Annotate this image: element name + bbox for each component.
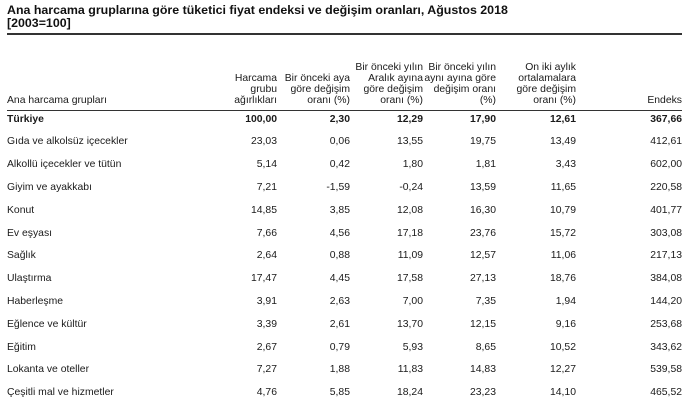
table-row [7,336,682,359]
cell-avg-change: 14,10 [549,387,576,399]
cell-weight: 14,85 [250,204,277,216]
cell-annual-change: 14,83 [469,364,496,376]
cell-annual-change: 13,59 [469,181,496,193]
col-header-index: Endeks [647,95,682,106]
cell-monthly-change: 4,56 [329,227,350,239]
col-header-monthly-change: Bir önceki aya göre değişim oranı (%) [284,73,350,106]
cell-ytd-change: 13,55 [396,136,423,148]
cell-monthly-change: 0,88 [329,250,350,262]
cell-avg-change: 10,79 [549,204,576,216]
cell-weight: 17,47 [250,273,277,285]
cell-avg-change: 12,61 [549,113,576,125]
total-row [7,108,682,131]
cell-avg-change: 13,49 [549,136,576,148]
cell-weight: 7,66 [256,227,277,239]
cell-monthly-change: -1,59 [326,181,350,193]
cell-monthly-change: 2,61 [329,318,350,330]
cell-index-value: 217,13 [650,250,682,262]
cell-group-name: Konut [7,204,35,216]
table-body [7,108,682,405]
cell-group-name: Gıda ve alkolsüz içecekler [7,136,128,148]
cell-monthly-change: 0,79 [329,341,350,353]
cell-annual-change: 7,35 [475,295,496,307]
table-row [7,177,682,200]
table-row [7,245,682,268]
cell-avg-change: 1,94 [555,295,576,307]
cell-group-name: Ev eşyası [7,227,53,239]
cell-group-name: Eğitim [7,341,36,353]
cell-index-value: 412,61 [650,136,682,148]
cell-group-name: Sağlık [7,250,36,262]
cell-annual-change: 23,23 [469,387,496,399]
cell-monthly-change: 0,42 [329,159,350,171]
cell-annual-change: 16,30 [469,204,496,216]
cell-annual-change: 8,65 [475,341,496,353]
table-row [7,313,682,336]
cell-monthly-change: 3,85 [329,204,350,216]
cell-avg-change: 11,06 [550,250,576,262]
cell-avg-change: 12,27 [549,364,576,376]
cell-ytd-change: 5,93 [402,341,423,353]
cell-weight: 2,67 [256,341,277,353]
cell-weight: 7,21 [256,181,277,193]
cell-ytd-change: 17,58 [396,273,423,285]
cell-ytd-change: 12,08 [396,204,423,216]
cell-group-name: Türkiye [7,113,44,125]
cell-avg-change: 18,76 [549,273,576,285]
cell-index-value: 465,52 [650,387,682,399]
cell-monthly-change: 2,63 [329,295,350,307]
cell-group-name: Lokanta ve oteller [7,364,90,376]
col-header-group: Ana harcama grupları [7,95,107,106]
table-row [7,199,682,222]
title-text: Ana harcama gruplarına göre tüketici fiyat endeksi ve değişim oranları, Ağustos 2018 [7,3,508,17]
cell-group-name: Giyim ve ayakkabı [7,181,92,193]
table-row [7,222,682,245]
cell-monthly-change: 2,30 [329,113,350,125]
cell-index-value: 602,00 [650,159,682,171]
cell-index-value: 303,08 [650,227,682,239]
table-row [7,359,682,382]
table-row [7,131,682,154]
cell-ytd-change: 11,83 [397,364,423,376]
cell-group-name: Haberleşme [7,295,64,307]
cell-monthly-change: 1,88 [329,364,350,376]
cell-index-value: 401,77 [650,204,682,216]
cell-weight: 100,00 [245,113,277,125]
cell-index-value: 253,68 [650,318,682,330]
table-row [7,154,682,177]
cell-monthly-change: 0,06 [329,136,350,148]
col-header-weights: Harcama grubu ağırlıkları [234,73,277,106]
cell-annual-change: 19,75 [469,136,496,148]
cell-weight: 4,76 [256,387,277,399]
cell-avg-change: 11,65 [550,181,576,193]
cell-weight: 2,64 [256,250,277,262]
table-row [7,268,682,291]
cell-group-name: Alkollü içecekler ve tütün [7,159,122,171]
cell-index-value: 220,58 [650,181,682,193]
cell-index-value: 384,08 [650,273,682,285]
cell-annual-change: 23,76 [469,227,496,239]
cpi-table [7,35,682,405]
cell-group-name: Ulaştırma [7,273,52,285]
cell-ytd-change: -0,24 [399,181,423,193]
cell-annual-change: 1,81 [475,159,496,171]
col-header-12m-average-change: On iki aylık ortalamalara göre değişim oranı (%) [516,62,576,106]
cell-avg-change: 10,52 [549,341,576,353]
cell-avg-change: 3,43 [555,159,576,171]
cell-annual-change: 27,13 [469,273,496,285]
col-header-annual-change: Bir önceki yılın aynı ayına göre değişim oranı (%) [424,62,496,106]
cell-ytd-change: 1,80 [402,159,423,171]
cell-ytd-change: 11,09 [397,250,423,262]
cell-weight: 23,03 [250,136,277,148]
cell-ytd-change: 18,24 [396,387,423,399]
header-row [7,35,682,108]
cell-index-value: 343,62 [650,341,682,353]
table-row [7,382,682,405]
cell-annual-change: 12,57 [469,250,496,262]
cell-group-name: Çeşitli mal ve hizmetler [7,387,114,399]
cell-avg-change: 15,72 [549,227,576,239]
cell-ytd-change: 13,70 [396,318,423,330]
cell-annual-change: 12,15 [469,318,496,330]
cell-weight: 3,91 [256,295,277,307]
table-title [7,4,682,30]
table-row [7,291,682,314]
cell-index-value: 144,20 [650,295,682,307]
cell-index-value: 367,66 [650,113,682,125]
cell-annual-change: 17,90 [469,113,496,125]
cell-index-value: 539,58 [650,364,682,376]
cell-monthly-change: 4,45 [329,273,350,285]
cell-avg-change: 9,16 [555,318,576,330]
cell-ytd-change: 17,18 [396,227,423,239]
cell-ytd-change: 7,00 [402,295,423,307]
cell-weight: 5,14 [256,159,277,171]
cell-ytd-change: 12,29 [396,113,423,125]
cell-group-name: Eğlence ve kültür [7,318,87,330]
base-year-note: [2003=100] [7,16,71,30]
cell-weight: 3,39 [256,318,277,330]
cell-weight: 7,27 [256,364,277,376]
col-header-ytd-change: Bir önceki yılın Aralık ayına göre değişim oranı (%) [355,62,423,106]
cell-monthly-change: 5,85 [329,387,350,399]
